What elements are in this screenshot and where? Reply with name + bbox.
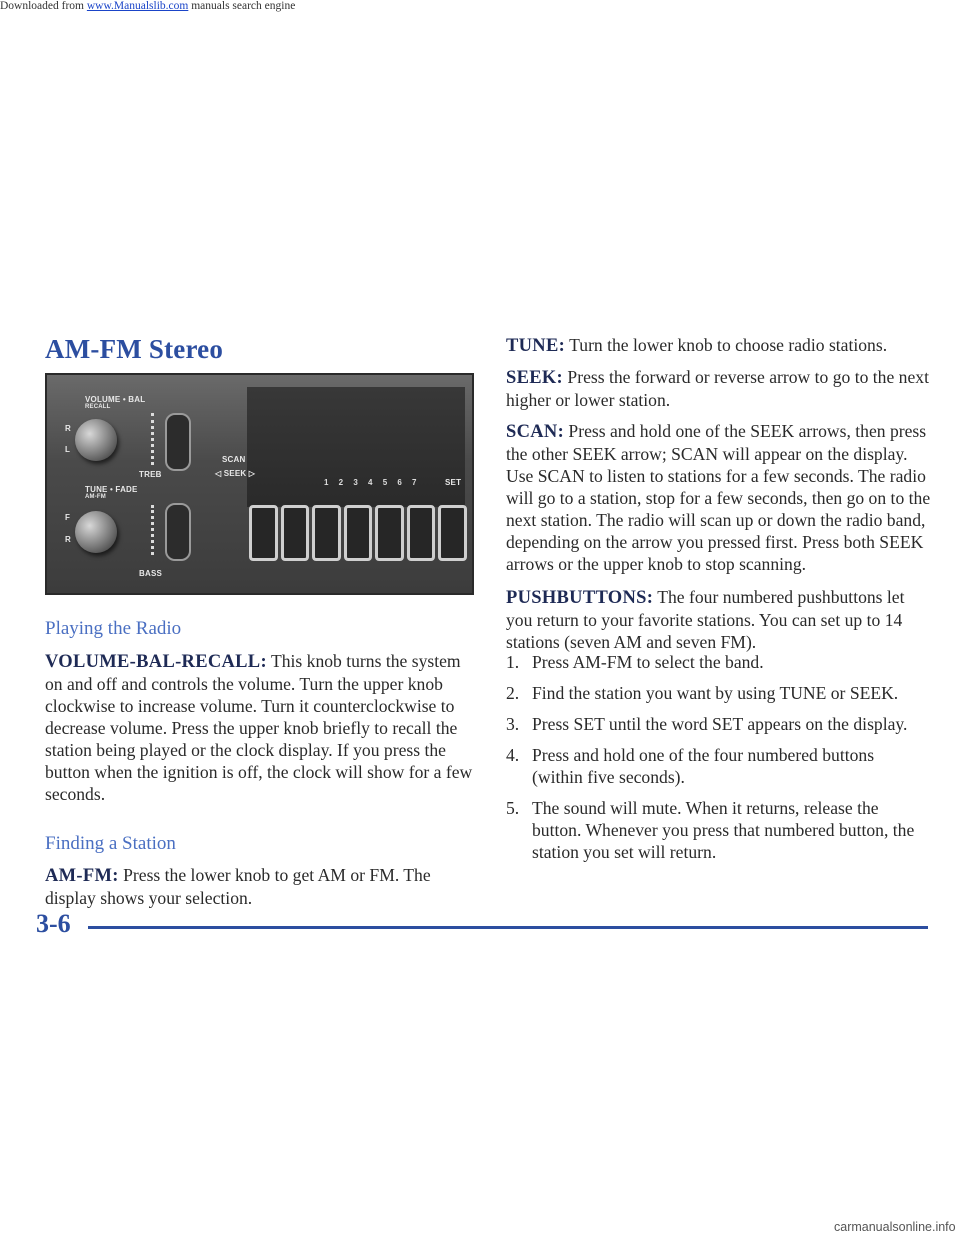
page-number: 3-6	[36, 909, 71, 938]
step-text: Find the station you want by using TUNE or SEEK.	[532, 683, 899, 703]
volume-paragraph	[45, 650, 475, 805]
pushbutton	[344, 505, 373, 561]
step-number: 1.	[506, 652, 520, 672]
list-item	[506, 713, 926, 735]
footer-watermark: carmanualsonline.info	[834, 1220, 956, 1234]
preset-numbers: 1 2 3 4 5 6 7	[324, 478, 417, 487]
step-number: 2.	[506, 683, 520, 703]
bass-label: BASS	[139, 569, 163, 578]
right-label: R	[65, 424, 71, 433]
front-label: F	[65, 513, 71, 522]
pushbuttons-paragraph	[506, 586, 930, 653]
banner-prefix: Downloaded from	[0, 0, 87, 12]
radio-faceplate-image	[45, 373, 474, 595]
list-item	[506, 651, 926, 673]
finding-heading: Finding a Station	[45, 833, 176, 854]
amfm-term: AM-FM:	[45, 866, 119, 886]
pushbutton-row	[249, 505, 467, 561]
seek-paragraph	[506, 366, 930, 411]
pushbutton	[312, 505, 341, 561]
volume-text: This knob turns the system on and off and controls the volume. Turn the upper knob clockwise to increase volume. Turn it counterclockwise to decrease volume. Press the upper knob briefly to recall the station being played or the clock display. If you press the button when the ignition is off, the clock will show for a few seconds.	[45, 651, 473, 804]
tune-term: TUNE:	[506, 336, 566, 356]
step-number: 5.	[506, 798, 520, 818]
treble-label: TREB	[139, 470, 162, 479]
manualslib-link[interactable]: www.Manualslib.com	[86, 0, 189, 12]
seek-label: ◁ SEEK ▷	[215, 469, 256, 478]
playing-heading: Playing the Radio	[45, 618, 182, 639]
tune-text: Turn the lower knob to choose radio stations.	[565, 335, 888, 355]
list-item	[506, 744, 926, 788]
radio-display	[247, 387, 465, 507]
rear-label: R	[65, 535, 71, 544]
step-text: Press AM-FM to select the band.	[532, 652, 764, 672]
amfm-label: AM-FM	[85, 494, 106, 500]
volume-label: VOLUME • BAL	[85, 395, 146, 404]
pushbutton	[281, 505, 310, 561]
step-text: Press and hold one of the four numbered buttons (within five seconds).	[532, 745, 875, 787]
tune-label: TUNE • FADE	[85, 485, 138, 494]
amfm-paragraph	[45, 864, 475, 909]
step-text: The sound will mute. When it returns, release the button. Whenever you press that numbered button, the station you set will return.	[532, 798, 915, 862]
step-number: 4.	[506, 745, 520, 765]
list-item	[506, 797, 926, 863]
pushbutton	[375, 505, 404, 561]
pushbuttons-text: The four numbered pushbuttons let you return to your favorite stations. You can set up to 14 stations (seven AM and seven FM).	[506, 587, 905, 652]
amfm-text: Press the lower knob to get AM or FM. The display shows your selection.	[45, 865, 431, 908]
upper-knob	[75, 419, 117, 461]
bass-ticks	[151, 505, 158, 555]
treble-slider	[165, 413, 191, 471]
set-label: SET	[445, 478, 462, 487]
step-number: 3.	[506, 714, 520, 734]
page-title: AM-FM Stereo	[45, 334, 224, 364]
seek-text: Press the forward or reverse arrow to go to the next higher or lower station.	[506, 367, 929, 410]
banner-suffix: manuals search engine	[188, 0, 296, 12]
pushbuttons-term: PUSHBUTTONS:	[506, 588, 654, 608]
scan-paragraph	[506, 420, 934, 575]
scan-term: SCAN:	[506, 422, 565, 442]
scan-label: SCAN	[222, 455, 246, 464]
bass-slider	[165, 503, 191, 561]
list-item	[506, 682, 926, 704]
pushbutton	[438, 505, 467, 561]
pushbutton	[249, 505, 278, 561]
lower-knob	[75, 511, 117, 553]
volume-term: VOLUME-BAL-RECALL:	[45, 652, 267, 672]
left-label: L	[65, 445, 71, 454]
seek-term: SEEK:	[506, 368, 564, 388]
scan-text: Press and hold one of the SEEK arrows, then press the other SEEK arrow; SCAN will appear on the display. Use SCAN to listen to stations for a few seconds. The radio will go to a station, stop for a few seconds, then go on to the next station. The radio will scan up or down the radio band, depending on the arrow you pressed first. Press both SEEK arrows or the upper knob to stop scanning.	[506, 421, 931, 574]
treble-ticks	[151, 413, 158, 465]
footer-rule	[88, 926, 928, 929]
pushbutton	[407, 505, 436, 561]
step-text: Press SET until the word SET appears on the display.	[532, 714, 908, 734]
recall-label: RECALL	[85, 404, 111, 410]
tune-paragraph	[506, 334, 936, 357]
download-banner	[0, 0, 295, 12]
preset-steps-list	[506, 651, 926, 872]
